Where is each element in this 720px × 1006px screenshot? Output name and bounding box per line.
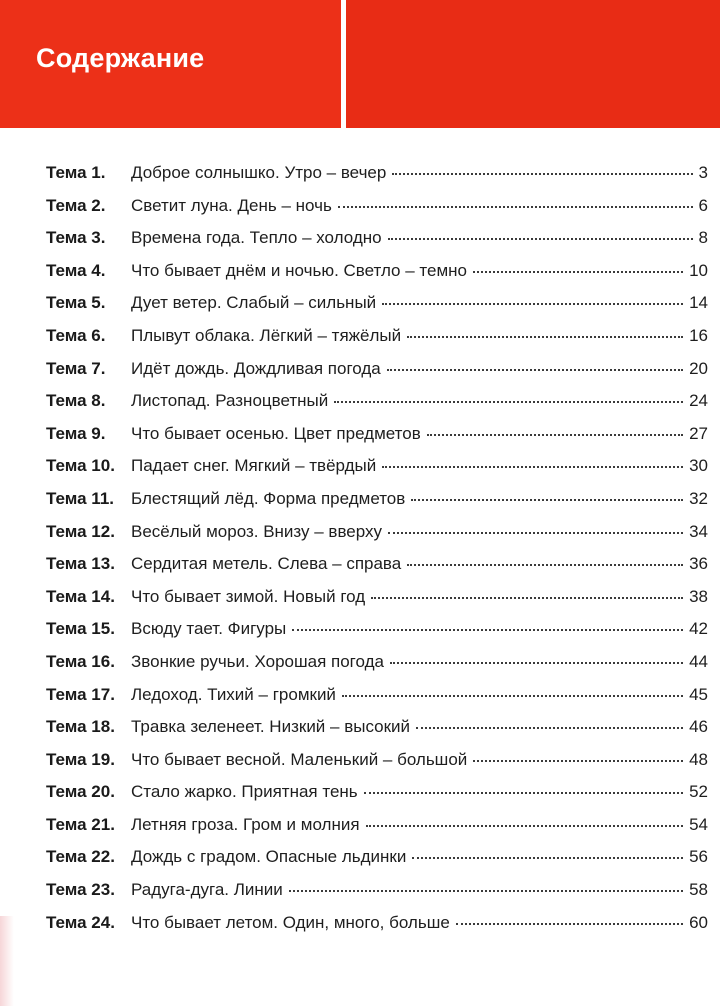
toc-entry-title: Плывут облака. Лёгкий – тяжёлый — [131, 325, 402, 345]
toc-entry-page-number: 3 — [698, 163, 708, 182]
toc-entry-label: Тема 22. — [46, 847, 115, 867]
toc-entry[interactable] — [0, 581, 720, 614]
toc-dot-leader — [364, 791, 683, 794]
toc-entry-label: Тема 10. — [46, 456, 115, 476]
toc-entry-page-number: 60 — [689, 912, 708, 932]
toc-entry-label: Тема 8. — [46, 391, 106, 411]
toc-entry[interactable] — [0, 483, 720, 516]
toc-entry-title: Падает снег. Мягкий – твёрдый — [131, 456, 377, 476]
toc-entry[interactable] — [0, 255, 720, 288]
toc-dot-leader — [371, 596, 683, 599]
toc-entry-body — [131, 287, 708, 319]
toc-entry-title: Доброе солнышко. Утро – вечер — [131, 163, 387, 182]
toc-entry-body — [131, 809, 708, 841]
toc-entry-body — [131, 581, 708, 613]
toc-entry[interactable] — [0, 776, 720, 809]
toc-entry-label: Тема 11. — [46, 488, 114, 508]
toc-entry-page-number: 27 — [689, 423, 708, 443]
toc-entry[interactable] — [0, 222, 720, 255]
toc-entry-page-number: 46 — [689, 717, 708, 737]
toc-entry-body — [131, 646, 708, 678]
toc-entry-title: Что бывает днём и ночью. Светло – темно — [131, 260, 467, 280]
toc-entry-body — [131, 255, 708, 287]
toc-entry-page-number: 14 — [689, 293, 708, 313]
toc-entry-body — [131, 320, 708, 352]
toc-entry[interactable] — [0, 744, 720, 777]
toc-entry-label: Тема 16. — [46, 651, 115, 671]
toc-entry-page-number: 48 — [689, 749, 708, 769]
page-edge-tint — [0, 916, 14, 1006]
toc-entry-page-number: 20 — [689, 358, 708, 378]
toc-entry-title: Дождь с градом. Опасные льдинки — [131, 847, 407, 867]
toc-entry-label: Тема 24. — [46, 912, 115, 932]
toc-entry-body — [131, 874, 708, 906]
toc-entry-page-number: 34 — [689, 521, 708, 541]
toc-entry[interactable] — [0, 287, 720, 320]
toc-entry[interactable] — [0, 548, 720, 581]
toc-entry-body — [131, 841, 708, 873]
toc-dot-leader — [407, 335, 683, 338]
toc-entry-title: Что бывает зимой. Новый год — [131, 586, 366, 606]
toc-entry-label: Тема 9. — [46, 423, 106, 443]
toc-entry-body — [131, 907, 708, 939]
toc-entry-body — [131, 418, 708, 450]
toc-dot-leader — [473, 759, 683, 762]
toc-entry-label: Тема 21. — [46, 814, 115, 834]
table-of-contents — [0, 157, 720, 939]
toc-entry-label: Тема 5. — [46, 293, 106, 313]
toc-entry-page-number: 54 — [689, 814, 708, 834]
toc-entry-label: Тема 19. — [46, 749, 115, 769]
toc-dot-leader — [289, 889, 683, 892]
toc-entry-label: Тема 12. — [46, 521, 115, 541]
page-title: Содержание — [36, 43, 205, 73]
toc-entry-page-number: 8 — [698, 228, 708, 248]
toc-entry[interactable] — [0, 418, 720, 451]
toc-entry-page-number: 58 — [689, 880, 708, 900]
toc-entry[interactable] — [0, 516, 720, 549]
toc-entry-label: Тема 2. — [46, 195, 106, 215]
toc-entry[interactable] — [0, 320, 720, 353]
toc-dot-leader — [388, 237, 693, 240]
toc-entry-label: Тема 14. — [46, 586, 115, 606]
toc-dot-leader — [366, 824, 684, 827]
toc-entry-page-number: 42 — [689, 619, 708, 639]
toc-entry[interactable] — [0, 613, 720, 646]
toc-dot-leader — [382, 302, 683, 305]
toc-entry-title: Летняя гроза. Гром и молния — [131, 814, 360, 834]
toc-entry-title: Листопад. Разноцветный — [131, 391, 329, 411]
toc-dot-leader — [427, 433, 683, 436]
toc-entry-title: Дует ветер. Слабый – сильный — [131, 293, 377, 313]
toc-entry-page-number: 6 — [698, 195, 708, 215]
toc-entry-title: Идёт дождь. Дождливая погода — [131, 358, 381, 378]
toc-entry[interactable] — [0, 385, 720, 418]
toc-entry[interactable] — [0, 157, 720, 190]
toc-dot-leader — [342, 694, 683, 697]
toc-dot-leader — [392, 172, 692, 175]
toc-entry-page-number: 38 — [689, 586, 708, 606]
toc-dot-leader — [416, 726, 683, 729]
toc-entry-title: Весёлый мороз. Внизу – вверху — [131, 521, 383, 541]
toc-entry-body — [131, 516, 708, 548]
toc-entry[interactable] — [0, 841, 720, 874]
toc-entry-label: Тема 6. — [46, 325, 106, 345]
toc-entry-title: Стало жарко. Приятная тень — [131, 782, 358, 802]
toc-entry-page-number: 36 — [689, 554, 708, 574]
toc-dot-leader — [411, 498, 683, 501]
toc-entry[interactable] — [0, 450, 720, 483]
toc-entry-body — [131, 613, 708, 645]
toc-entry-label: Тема 17. — [46, 684, 115, 704]
toc-entry-title: Ледоход. Тихий – громкий — [131, 684, 336, 704]
toc-entry-title: Радуга-дуга. Линии — [131, 880, 283, 900]
toc-dot-leader — [456, 922, 683, 925]
toc-entry-label: Тема 4. — [46, 260, 106, 280]
toc-entry-page-number: 24 — [689, 391, 708, 411]
toc-dot-leader — [390, 661, 683, 664]
toc-entry-label: Тема 15. — [46, 619, 115, 639]
toc-entry-body — [131, 711, 708, 743]
toc-entry-label: Тема 3. — [46, 228, 106, 248]
toc-entry-page-number: 44 — [689, 651, 708, 671]
toc-entry[interactable] — [0, 711, 720, 744]
toc-entry-body — [131, 353, 708, 385]
toc-entry-label: Тема 20. — [46, 782, 115, 802]
toc-entry-title: Что бывает весной. Маленький – большой — [131, 749, 468, 769]
toc-entry-title: Что бывает летом. Один, много, больше — [131, 912, 450, 932]
toc-dot-leader — [388, 531, 683, 534]
toc-entry-body — [131, 548, 708, 580]
toc-dot-leader — [412, 856, 683, 859]
toc-dot-leader — [473, 270, 683, 273]
toc-entry-page-number: 16 — [689, 325, 708, 345]
toc-dot-leader — [292, 628, 683, 631]
header-right-panel — [346, 0, 720, 128]
toc-entry[interactable] — [0, 646, 720, 679]
toc-entry-title: Светит луна. День – ночь — [131, 195, 332, 215]
toc-entry-page-number: 56 — [689, 847, 708, 867]
toc-entry-body — [131, 157, 708, 189]
toc-entry-body — [131, 744, 708, 776]
toc-entry-page-number: 10 — [689, 260, 708, 280]
toc-entry-body — [131, 190, 708, 222]
toc-entry-page-number: 32 — [689, 488, 708, 508]
toc-entry-title: Звонкие ручьи. Хорошая погода — [131, 651, 384, 671]
toc-entry-label: Тема 7. — [46, 358, 106, 378]
toc-entry-body — [131, 450, 708, 482]
toc-entry-page-number: 45 — [689, 684, 708, 704]
toc-dot-leader — [387, 368, 683, 371]
toc-entry[interactable] — [0, 809, 720, 842]
toc-entry[interactable] — [0, 190, 720, 223]
toc-dot-leader — [334, 400, 683, 403]
toc-dot-leader — [407, 563, 683, 566]
toc-entry-label: Тема 1. — [46, 163, 106, 182]
header-banner — [0, 0, 720, 128]
toc-entry[interactable] — [0, 353, 720, 386]
toc-dot-leader — [382, 465, 683, 468]
toc-entry-title: Всюду тает. Фигуры — [131, 619, 287, 639]
toc-entry-title: Что бывает осенью. Цвет предметов — [131, 423, 421, 443]
toc-entry-body — [131, 679, 708, 711]
toc-entry[interactable] — [0, 679, 720, 712]
toc-entry-label: Тема 23. — [46, 880, 115, 900]
toc-entry-body — [131, 385, 708, 417]
toc-entry-title: Времена года. Тепло – холодно — [131, 228, 382, 248]
toc-entry-page-number: 30 — [689, 456, 708, 476]
toc-entry-body — [131, 222, 708, 254]
toc-entry-body — [131, 483, 708, 515]
toc-entry[interactable] — [0, 874, 720, 907]
toc-entry[interactable] — [0, 907, 720, 940]
toc-dot-leader — [338, 205, 693, 208]
toc-entry-title: Сердитая метель. Слева – справа — [131, 554, 402, 574]
toc-entry-label: Тема 13. — [46, 554, 115, 574]
toc-entry-label: Тема 18. — [46, 717, 115, 737]
toc-entry-title: Травка зеленеет. Низкий – высокий — [131, 717, 411, 737]
toc-entry-body — [131, 776, 708, 808]
toc-entry-page-number: 52 — [689, 782, 708, 802]
toc-entry-title: Блестящий лёд. Форма предметов — [131, 488, 406, 508]
